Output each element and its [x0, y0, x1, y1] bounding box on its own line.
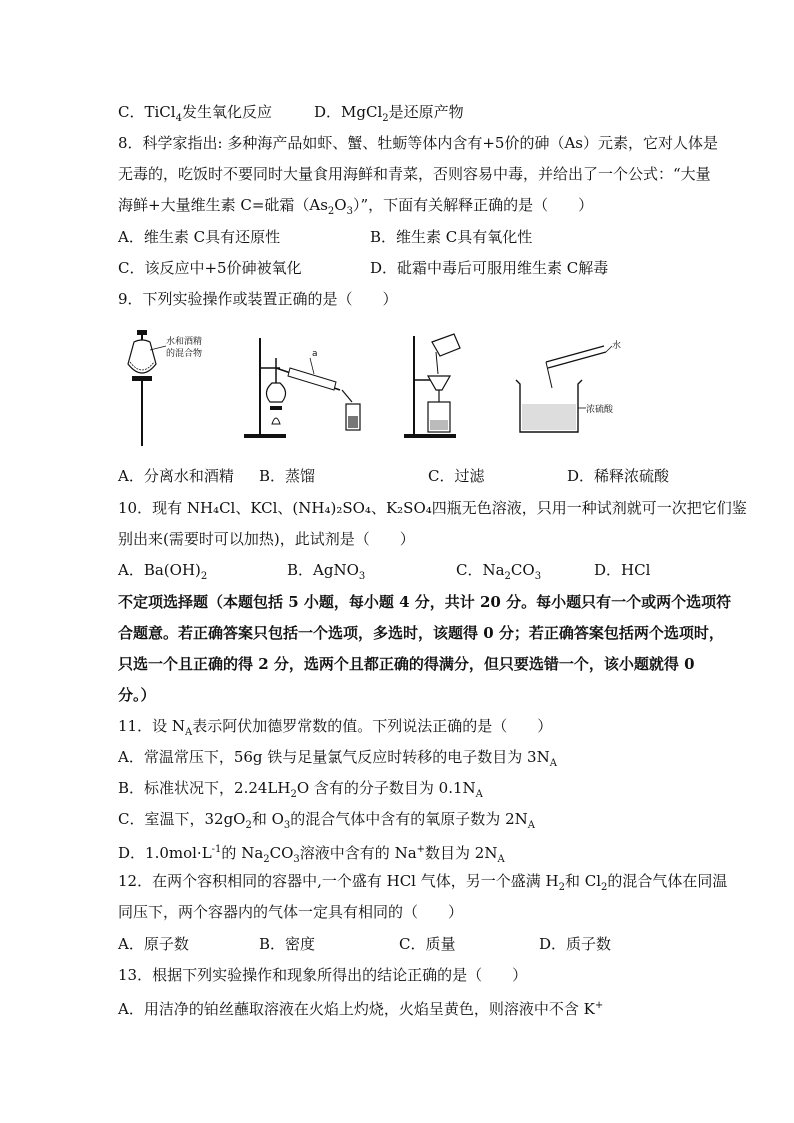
q8-option-c: C．该反应中+5价砷被氧化	[118, 259, 302, 277]
figure-separatory-funnel	[122, 328, 212, 450]
q11-option-b: B．标准状况下，$2.24LH_2O$ 含有的分子数目为 $0.1N_A$	[118, 779, 483, 800]
q12-stem-line2: 同压下，两个容器内的气体一定具有相同的（ ）	[118, 903, 464, 921]
section-instructions-line4: 分。）	[118, 686, 156, 704]
q10-option-c: C．$Na_2CO_3$	[456, 561, 542, 582]
section-instructions-line1: 不定项选择题（本题包括 5 小题，每小题 4 分，共计 20 分。每小题只有一个或两个选项符	[118, 593, 732, 611]
q9-stem: 9．下列实验操作或装置正确的是（ ）	[118, 290, 398, 308]
q7-option-c: C．TiCl$_4$发生氧化反应	[118, 103, 272, 124]
label-water: 水	[612, 341, 622, 351]
q10-option-a: A．$Ba(OH)_2$	[118, 561, 208, 582]
q9-option-b: B．蒸馏	[259, 467, 316, 485]
svg-text:a: a	[312, 349, 318, 359]
q9-option-d: D．稀释浓硫酸	[567, 467, 670, 485]
q13-option-a: A．用洁净的铂丝蘸取溶液在火焰上灼烧，火焰呈黄色，则溶液中不含 K+	[118, 1000, 604, 1018]
q11-option-a: A．常温常压下，56g 铁与足量氯气反应时转移的电子数目为 $3N_A$	[118, 748, 557, 769]
q11-stem: 11．设 $N_A$表示阿伏加德罗常数的值。下列说法正确的是（ ）	[118, 717, 553, 738]
q10-option-d: D．HCl	[594, 561, 651, 579]
section-instructions-line3: 只选一个且正确的得 2 分，选两个且都正确的得满分，但只要选错一个，该小题就得 0	[118, 655, 695, 673]
section-instructions-line2: 合题意。若正确答案只包括一个选项，多选时，该题得 0 分；若正确答案包括两个选项时，	[118, 624, 724, 642]
q12-option-c: C．质量	[399, 935, 456, 953]
q8-stem-line2: 无毒的，吃饭时不要同时大量食用海鲜和青菜，否则容易中毒，并给出了一个公式：“大量	[118, 165, 711, 183]
q11-option-d: D．$1.0mol\cdot L^{-1}$的 $Na_2CO_3$溶液中含有的 Na+数目为 $2N_A$	[118, 844, 505, 865]
q11-option-c: C．室温下，$32gO_2$和 $O_3$的混合气体中含有的氧原子数为 $2N_A$	[118, 810, 535, 831]
label-mix-line1: 水和酒精	[166, 337, 203, 347]
label-conc-acid: 浓硫酸	[586, 405, 614, 415]
figure-dilute-acid	[512, 328, 632, 440]
q10-stem-line1: 10．现有 NH₄Cl、KCl、(NH₄)₂SO₄、K₂SO₄四瓶无色溶液，只用一种试剂就可一次把它们鉴	[118, 499, 747, 517]
q12-option-d: D．质子数	[539, 935, 612, 953]
q7-option-d: D．MgCl$_2$是还原产物	[314, 103, 464, 124]
q12-stem-line1: 12．在两个容积相同的容器中,一个盛有 HCl 气体，另一个盛满 $H_2$和 $Cl_2$的混合气体在同温	[118, 872, 728, 893]
q13-stem: 13．根据下列实验操作和现象所得出的结论正确的是（ ）	[118, 966, 528, 984]
q10-stem-line2: 别出来(需要时可以加热)，此试剂是（ ）	[118, 530, 415, 548]
q8-option-a: A．维生素 C具有还原性	[118, 228, 281, 246]
q12-option-a: A．原子数	[118, 935, 189, 953]
q10-option-b: B．AgNO$_3$	[287, 561, 366, 582]
q8-option-d: D．砒霜中毒后可服用维生素 C解毒	[370, 259, 609, 277]
q12-option-b: B．密度	[259, 935, 316, 953]
q8-option-b: B．维生素 C具有氧化性	[370, 228, 533, 246]
q9-option-a: A．分离水和酒精	[118, 467, 234, 485]
figure-filtration	[402, 328, 472, 440]
q8-stem-line3: 海鲜+大量维生素 C=砒霜$(As_2O_3)$”，下面有关解释正确的是（ ）	[118, 196, 594, 217]
figure-distillation	[240, 328, 380, 440]
label-mix-line2: 的混合物	[166, 349, 203, 359]
q8-stem-line1: 8．科学家指出: 多种海产品如虾、蟹、牡蛎等体内含有+5价的砷（As）元素，它对人体是	[118, 134, 719, 152]
q9-option-c: C．过滤	[428, 467, 485, 485]
